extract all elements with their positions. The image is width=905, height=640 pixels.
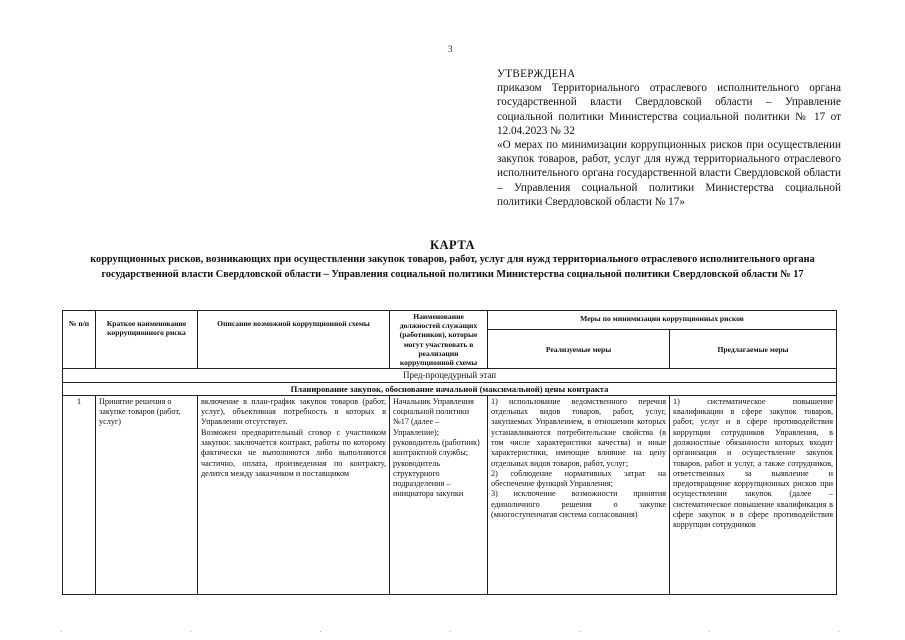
row-scheme-part-2: Возможен предварительный сговор с участником закупки: заключается контракт, работы по которому фактически не выполняются либо выполняются частично, оплата, произведенная по контракту, делится между заказчиком и поставщиком (201, 427, 386, 478)
scan-mark: · (708, 628, 711, 636)
page-number: 3 (448, 44, 453, 54)
row-implemented (488, 395, 670, 594)
stage-label: Пред-процедурный этап (63, 369, 837, 382)
header-positions: Наименование должностей служащих (работников), которые могут участвовать в реализации коррупционной схемы (390, 311, 488, 369)
header-scheme: Описание возможной коррупционной схемы (198, 311, 390, 369)
table-header-row (63, 311, 837, 330)
scan-marks (60, 628, 840, 636)
row-scheme-part-1: включение в план-график закупок товаров (работ, услуг), объективная потребность в которых в Управлении отсутствует. (201, 396, 386, 427)
table-row (63, 395, 837, 594)
document-subtitle: коррупционных рисков, возникающих при осуществлении закупок товаров, работ, услуг для нужд территориального отраслевого исполнительного органа государственной власти Свердловской области – Управления социальной политики Министерства социальной политики Свердловской области № 17 (90, 254, 815, 280)
row-num: 1 (63, 395, 96, 594)
header-measures: Меры по минимизации коррупционных рисков (488, 311, 837, 330)
header-num: № п/п (63, 311, 96, 369)
substage-label: Планирование закупок, обоснование начальной (максимальной) цены контракта (63, 382, 837, 395)
risk-map-table (62, 310, 837, 595)
substage-row (63, 382, 837, 395)
implemented-measure-1: 1) использование ведомственного перечня отдельных видов товаров, работ, услуг, закупаемых Управлением, в отношении которых устанавливаются потребительские свойства (в том числе характеристики качества) и иные характеристики, имеющие влияние на цену отдельных видов товаров, работ, услуг; (491, 396, 666, 468)
header-risk: Краткое наименование коррупционного риска (96, 311, 198, 369)
document-title-block (70, 238, 835, 282)
scan-mark: · (578, 628, 581, 636)
row-scheme (198, 395, 390, 594)
row-proposed: 1) систематическое повышение квалификации в сфере закупок товаров, работ, услуг и в сфере противодействия коррупции сотрудников Управления, в должностные обязанности которых входит организация и осуществление закупок товаров, работ и услуг, а также сотрудников, ответственных за выявление и предотвращение коррупционных рисков при осуществлении закупок (далее – систематическое повышение квалификация в сфере закупок и в сфере противодействия коррупции сотрудников (670, 395, 837, 594)
header-implemented: Реализуемые меры (488, 330, 670, 369)
scan-mark: · (60, 628, 63, 636)
stage-row (63, 369, 837, 382)
row-positions: Начальник Управления социальной политики №17 (далее – Управление); руководитель (работник) контрактной службы; руководитель структурного подразделения – инициатора закупки (390, 395, 488, 594)
approval-order: приказом Территориального отраслевого исполнительного органа государственной власти Свердловской области – Управление социальной политики Министерства социальной политики № 17 от 12.04.2023 № 32 (497, 82, 841, 137)
scan-mark: · (837, 628, 840, 636)
scan-mark: · (448, 628, 452, 636)
document-title: КАРТА (429, 238, 476, 252)
row-risk: Принятие решения о закупке товаров (работ, услуг) (96, 395, 198, 594)
header-proposed: Предлагаемые меры (670, 330, 837, 369)
approval-heading: УТВЕРЖДЕНА (497, 68, 576, 80)
approval-subject: «О мерах по минимизации коррупционных рисков при осуществлении закупок товаров, работ, услуг для нужд территориального отраслевого исполнительного органа государственной власти Свердловской области – Управления социальной политики Министерства социальной политики Свердловской области № 17» (497, 139, 841, 208)
approval-block (497, 67, 841, 209)
implemented-measure-3: 3) исключение возможности принятия единоличного решения о закупке (многоступенчатая система согласования) (491, 489, 666, 520)
implemented-measure-2: 2) соблюдение нормативных затрат на обеспечение функций Управления; (491, 468, 666, 489)
scan-mark: · (189, 628, 192, 636)
scan-mark: · (319, 628, 322, 636)
